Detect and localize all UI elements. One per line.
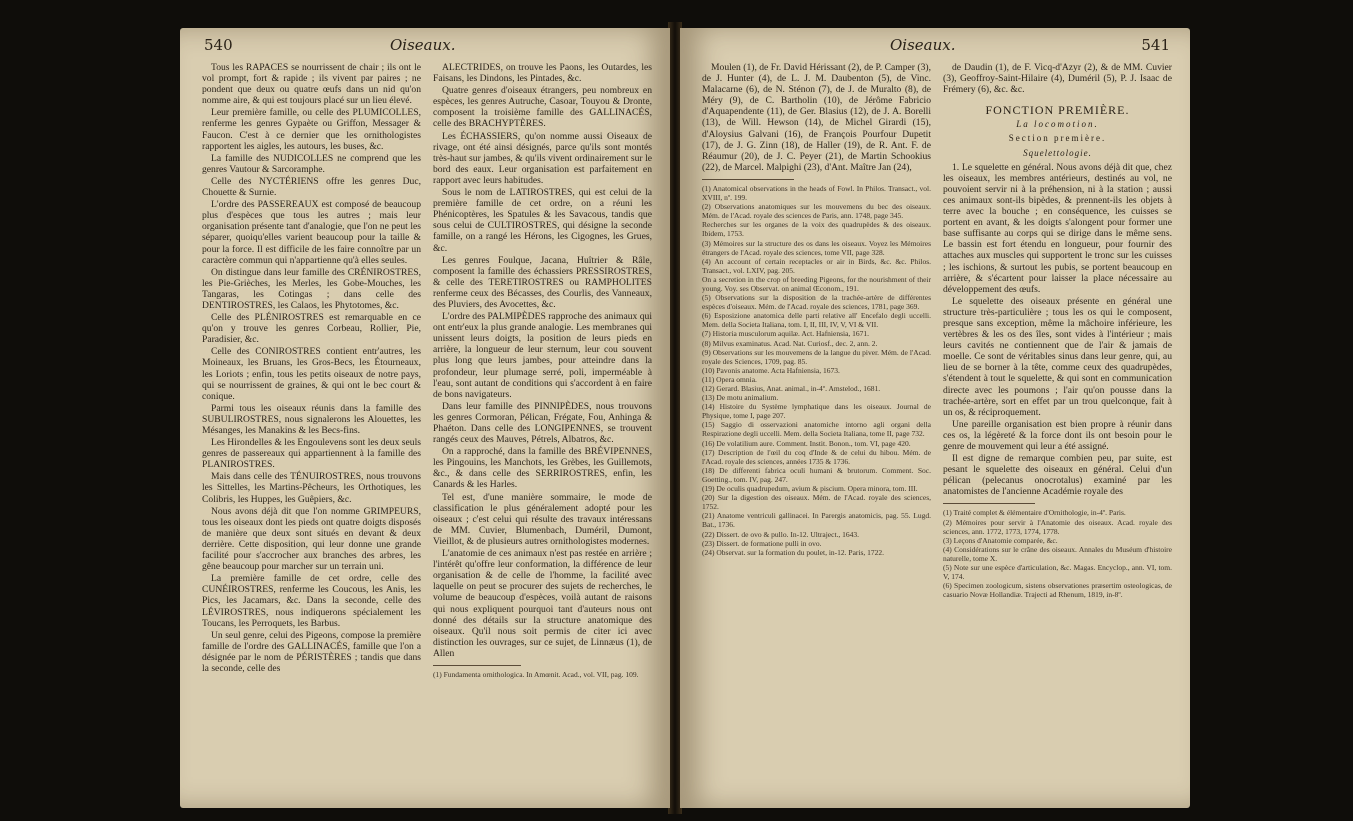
section-heading: Section première. (1008, 133, 1107, 144)
page-number-left: 540 (204, 36, 233, 54)
footnote: (1) Traité complet & élémentaire d'Ornithologie, in-4º. Paris. (943, 508, 1126, 518)
footnote: On a secretion in the crop of breeding Pigeons, for the nourishment of their young. Voy. ses Observat. on animal Œconom., 191. (702, 274, 931, 293)
footnote: Recherches sur les organes de la voix des quadrupèdes & des oiseaux. Ibidem, 1753. (702, 220, 931, 239)
paragraph: Les genres Foulque, Jacana, Huîtrier & Râle, composent la famille des échassiers PRESSIROSTRES, & celle des TERETIROSTRES ou RAMPHOLITES renferme ceux des Bécasses, des Courlis, des Vanneaux, des Pluviers, des Avocettes, &c. (433, 254, 652, 310)
paragraph: Tel est, d'une manière sommaire, le mode de classification le plus généralement adopté pour les oiseaux ; c'est celui qui résulte des travaux intéressans de MM. Cuvier, Blumenbach, Duméril, Dumont, Vieillot, & de plusieurs autres ornithologistes modernes. (433, 491, 652, 547)
footnote: (9) Observations sur les mouvemens de la langue du piver. Mém. de l'Acad. royale des Sciences, 1709, pag. 85. (702, 347, 931, 366)
paragraph: Il est digne de remarque combien peu, par suite, est pesant le squelette des oiseaux en général. Celui d'un pélican (pelecanus onocrotalus) examiné par les anatomistes de l'ancienne Académie royale des (943, 453, 1172, 498)
footnote: (18) De differenti fabrica oculi humani & brutorum. Comment. Soc. Goetting., tom. IV, pag. 247. (702, 465, 931, 484)
footnotes (433, 670, 652, 679)
right-page (680, 28, 1190, 808)
footnote: (6) Esposizione anatomica delle parti relative all' Encefalo degli uccelli. Mem. della Societa Italiana, tom. I, II, III, IV, V, VI & VII. (702, 311, 931, 330)
paragraph: Celle des NYCTÉRIENS offre les genres Duc, Chouette & Surnie. (202, 175, 421, 199)
paragraph: Tous les RAPACES se nourrissent de chair ; ils ont le vol prompt, fort & rapide ; ils vivent par paires ; ne pondent que deux ou quatre œufs dans un nid qu'on nomme aire, & qui est toujours placé sur un lieu élevé. (202, 62, 421, 107)
footnote-rule (433, 665, 521, 666)
paragraph: Une pareille organisation est bien propre à réunir dans ces os, la légèreté & la force dont ils ont besoin pour le genre de mouvement qui leur a été assigné. (943, 418, 1172, 452)
paragraph: On distingue dans leur famille des CRÉNIROSTRES, les Pie-Grièches, les Merles, les Gobe-Mouches, les Tangaras, les Cotingas ; dans celle des DENTIROSTRES, les Calaos, les Phytotomes, &c. (202, 266, 421, 311)
paragraph: 1. Le squelette en général. Nous avons déjà dit que, chez les oiseaux, les membres antérieurs, destinés au vol, ne pouvoient servir ni à la préhension, ni à la station ; aussi ces animaux sont-ils bipèdes, & prennent-ils les objets à terre avec la bouche ; en conséquence, les cuisses se portent en avant, & les doigts s'alongent pour former une base suffisante au corps qui se dirige dans le même sens. Le bassin est fort étendu en longueur, pour fournir des attaches aux muscles qui supportent le tronc sur les cuisses ; les ischions, & surtout les pubis, se portent beaucoup en arrière, & s'écartent pour laisser la place nécessaire au développement des œufs. (943, 161, 1172, 295)
footnote: (7) Historia musculorum aquilæ. Act. Hafniensia, 1671. (702, 329, 870, 339)
footnote: (24) Observat. sur la formation du poulet, in-12. Paris, 1722. (702, 547, 885, 557)
subheading-locomotion: La locomotion. (1016, 119, 1099, 130)
paragraph: L'ordre des PALMIPÈDES rapproche des animaux qui ont entr'eux la plus grande analogie. Les membranes qui unissent leurs doigts, la position de leurs pieds en arrière, la longueur de leur sternum, leur cou souvent plus long que leurs jambes, pour atteindre dans la profondeur, leur plumage serré, poli, imperméable à l'eau, sont autant de conditions qui s'accordent à en faire de bons navigateurs. (433, 311, 652, 400)
footnote: (21) Anatome ventriculi gallinacei. In Parergis anatomicis, pag. 55. Lugd. Bat., 1736. (702, 511, 931, 530)
paragraph: Mais dans celle des TÉNUIROSTRES, nous trouvons les Sittelles, les Martins-Pêcheurs, les Orthotiques, les Colibris, les Huppes, les Guêpiers, &c. (202, 471, 421, 505)
paragraph: La famille des NUDICOLLES ne comprend que les genres Vautour & Sarcoramphe. (202, 152, 421, 175)
footnote: (20) Sur la digestion des oiseaux. Mém. de l'Acad. royale des sciences, 1752. (702, 493, 931, 512)
left-page (180, 28, 670, 808)
paragraph: Parmi tous les oiseaux réunis dans la famille des SUBULIROSTRES, nous signalerons les Alouettes, les Mésanges, les Manakins & les Becs-fins. (202, 402, 421, 436)
left-column-2 (433, 62, 652, 798)
footnote: (23) Dissert. de formatione pulli in ovo. (702, 538, 822, 548)
footnote: (17) Description de l'œil du coq d'Inde & de celui du hibou. Mém. de l'Acad. royale des sciences, années 1735 & 1736. (702, 447, 931, 466)
paragraph: L'ordre des PASSEREAUX est composé de beaucoup plus d'espèces que tous les autres ; mais leur organisation présente tant d'analogie, que l'on ne peut les séparer, quoiqu'elles varient beaucoup pour la taille & pour la force. Il est difficile de les faire connoître par un caractère commun qui n'appartienne qu'à elles seules. (202, 199, 421, 266)
paragraph: Celle des CONIROSTRES contient entr'autres, les Moineaux, les Bruans, les Gros-Becs, les Étourneaux, les Loriots ; enfin, tous les petits oiseaux de notre pays, qui se nourrissent de graines, & qui ont le bec court & conique. (202, 346, 421, 402)
paragraph: Un seul genre, celui des Pigeons, compose la première famille de l'ordre des GALLINACÉS, famille que l'on a désignée par le nom de PÉRISTÈRES ; tandis que dans la seconde, celle des (202, 629, 421, 674)
paragraph: Moulen (1), de Fr. David Hérissant (2), de P. Camper (3), de J. Hunter (4), de L. J. M. Daubenton (5), de Vinc. Malacarne (6), de N. Sténon (7), de J. de Muralto (8), de Méry (9), de C. Bartholin (10), de Jérôme Fabricio d'Aquapendente (11), de Ger. Blasius (12), de J. A. Borelli (13), de Will. Hewson (14), de Michel Girardi (15), d'Aloysius Galvani (16), de François Pourfour Dupetit (17), de J. G. Zinn (18), de Haller (19), de R. Ant. F. de Réaumur (20), de J. C. Peyer (21), de Martin Schookius (22), de Marcel. Malpighi (23), d'Ant. Maître Jan (24), (702, 62, 931, 173)
running-title-left: Oiseaux. (390, 36, 456, 54)
left-column-1 (202, 62, 421, 798)
footnote: (3) Leçons d'Anatomie comparée, &c. (943, 535, 1058, 545)
footnote: (3) Mémoires sur la structure des os dans les oiseaux. Voyez les Mémoires étrangers de l'Acad. royale des sciences, tome VII, page 328. (702, 238, 931, 257)
footnote: (13) De motu animalium. (702, 393, 779, 403)
footnotes (943, 508, 1172, 599)
paragraph: Leur première famille, ou celle des PLUMICOLLES, renferme les genres Gypaète ou Griffon, Messager & Faucon. C'est à ce dernier que les ornithologistes rapportent les aigles, les autours, les buses, &c. (202, 107, 421, 152)
paragraph: de Daudin (1), de F. Vicq-d'Azyr (2), & de MM. Cuvier (3), Geoffroy-Saint-Hilaire (4), Duméril (5), P. J. Isaac de Frémery (6), &c. &c. (943, 62, 1172, 96)
running-title-right: Oiseaux. (890, 36, 956, 54)
footnote: (4) An account of certain receptacles or air in Birds, &c. &c. Philos. Transact., vol. LXIV, pag. 205. (702, 256, 931, 275)
footnote: (22) Dissert. de ovo & pullo. In-12. Ultraject., 1643. (702, 529, 860, 539)
paragraph: Les Hirondelles & les Engoulevens sont les deux seuls genres de passereaux qui appartiennent à la famille des PLANIROSTRES. (202, 437, 421, 471)
footnote: (11) Opera omnia. (702, 374, 757, 384)
footnote: (2) Observations anatomiques sur les mouvemens du bec des oiseaux. Mém. de l'Acad. royale des sciences de Paris, ann. 1748, page 345. (702, 202, 931, 221)
paragraph: L'anatomie de ces animaux n'est pas restée en arrière ; l'intérêt qu'offre leur conformation, la différence de leur organisation & de celle de l'homme, la facilité avec laquelle on peut se procurer des sujets de recherches, le volume de beaucoup d'espèces, voilà autant de raisons qui nous expliquent pourquoi tant d'auteurs nous ont donné des détails sur la structure anatomique des oiseaux. Qu'il nous soit permis de citer ici avec distinction les ouvrages, sur ce sujet, de Linnæus (1), de Allen (433, 548, 652, 659)
footnote: (4) Considérations sur le crâne des oiseaux. Annales du Muséum d'histoire naturelle, tome X. (943, 544, 1172, 563)
paragraph: On a rapproché, dans la famille des BRÉVIPENNES, les Pingouins, les Manchots, les Grèbes, les Guillemots, &c., & dans celle des SERRIROSTRES, enfin, les Canards & les Harles. (433, 446, 652, 491)
footnote-rule (702, 179, 794, 180)
paragraph: Nous avons déjà dit que l'on nomme GRIMPEURS, tous les oiseaux dont les pieds ont quatre doigts disposés de manière que deux sont situés en devant & deux derrière. Cette disposition, qui leur donne une grande facilité pour s'accrocher aux branches des arbres, les gêne beaucoup pour marcher sur un terrain uni. (202, 505, 421, 573)
footnote: (8) Milvus examinatus. Acad. Nat. Curiosf., dec. 2, ann. 2. (702, 338, 878, 348)
paragraph: Celle des PLÉNIROSTRES est remarquable en ce qu'on y trouve les genres Corbeau, Rollier, Pie, Paradisier, &c. (202, 312, 421, 346)
footnote: (10) Pavonis anatome. Acta Hafniensia, 1673. (702, 365, 840, 375)
right-column-1 (702, 62, 931, 798)
subsection-heading: Squelettologie. (1023, 147, 1092, 158)
footnotes (702, 184, 931, 557)
paragraph: ALECTRIDES, on trouve les Paons, les Outardes, les Faisans, les Dindons, les Pintades, &c. (433, 62, 652, 85)
paragraph: Sous le nom de LATIROSTRES, qui est celui de la première famille de cet ordre, on a réuni les Phénicoptères, les Spatules & les Savacous, tandis que sous celui de CULTIROSTRES, qui désigne la seconde famille, on a rangé les Hérons, les Cigognes, les Grues, &c. (433, 187, 652, 254)
paragraph: Quatre genres d'oiseaux étrangers, peu nombreux en espèces, les genres Autruche, Casoar, Touyou & Dronte, composent la troisième famille des GALLINACÉS, celle des BRACHYPTÈRES. (433, 85, 652, 130)
footnote: (6) Specimen zoologicum, sistens observationes præsertim osteologicas, de casuario Novæ Hollandiæ. Trajecti ad Rhenum, 1819, in-8º. (943, 581, 1172, 600)
footnote: (12) Gerard. Blasius, Anat. animal., in-4º. Amstelod., 1681. (702, 384, 881, 393)
footnote: (16) De volatilium aure. Comment. Instit. Bonon., tom. VI, page 420. (702, 438, 911, 448)
right-column-2 (943, 62, 1172, 798)
footnote: (5) Note sur une espèce d'articulation, &c. Magas. Encyclop., ann. VI, tom. V, 174. (943, 563, 1172, 582)
footnote: (15) Saggio di osservazioni anatomiche intorno agli organi della Respirazione degli uccelli. Mem. della Societa Italiana, tome II, page 732. (702, 420, 931, 439)
footnote: (2) Mémoires pour servir à l'Anatomie des oiseaux. Acad. royale des sciences, ann. 1772, 1773, 1774, 1778. (943, 517, 1172, 536)
footnote: (5) Observations sur la disposition de la trachée-artère de différentes espèces d'oiseaux. Mém. de l'Acad. royale des sciences, 1781, page 369. (702, 293, 931, 312)
footnote: (14) Histoire du Système lymphatique dans les oiseaux. Journal de Physique, tome I, page 207. (702, 402, 931, 421)
paragraph: Le squelette des oiseaux présente en général une structure très-particulière ; tous les os qui le composent, presque sans exception, même la mâchoire inférieure, les vertèbres & les os des îles, sont vides à l'intérieur ; mais leurs cavités ne contiennent que de l'air & jamais de moelle. Ce sont de véritables sinus dans leur genre, qui, au lieu de se borner à la tête, comme ceux des quadrupèdes, s'étendent à tout le squelette, & qui sont en communication directe avec les poumons ; l'air qu'on pousse dans la trachée-artère, sort en effet par un trou quelconque, fait à un os, & réciproquement. (943, 295, 1172, 418)
page-number-right: 541 (1141, 36, 1170, 54)
paragraph: La première famille de cet ordre, celle des CUNÉIROSTRES, renferme les Coucous, les Anis, les Pics, les Jacamars, &c. Dans la seconde, celle des LÉVIROSTRES, nous indiquerons spécialement les Toucans, les Perroquets, les Barbus. (202, 573, 421, 629)
footnote: (1) Fundamenta ornithologica. In Amœnit. Acad., vol. VII, pag. 109. (433, 669, 639, 679)
footnote: (1) Anatomical observations in the heads of Fowl. In Philos. Transact., vol. XVIII, nº. 199. (702, 183, 931, 203)
footnote: (19) De oculis quadrupedum, avium & piscium. Opera minora, tom. III. (702, 484, 918, 494)
chapter-heading: FONCTION PREMIÈRE. (985, 103, 1130, 118)
footnote-rule (943, 503, 1035, 504)
paragraph: Les ÉCHASSIERS, qu'on nomme aussi Oiseaux de rivage, ont été ainsi désignés, parce qu'ils sont montés très-haut sur jambes, & qu'ils vivent ordinairement sur le bord des eaux. Leur organisation est parfaitement en rapport avec leurs habitudes. (433, 130, 652, 186)
paragraph: Dans leur famille des PINNIPÈDES, nous trouvons les genres Cormoran, Pélican, Frégate, Fou, Anhinga & Phaéton. Dans celle des LONGIPENNES, se trouvent rangés ceux des Mauves, Pétrels, Albatros, &c. (433, 400, 652, 446)
